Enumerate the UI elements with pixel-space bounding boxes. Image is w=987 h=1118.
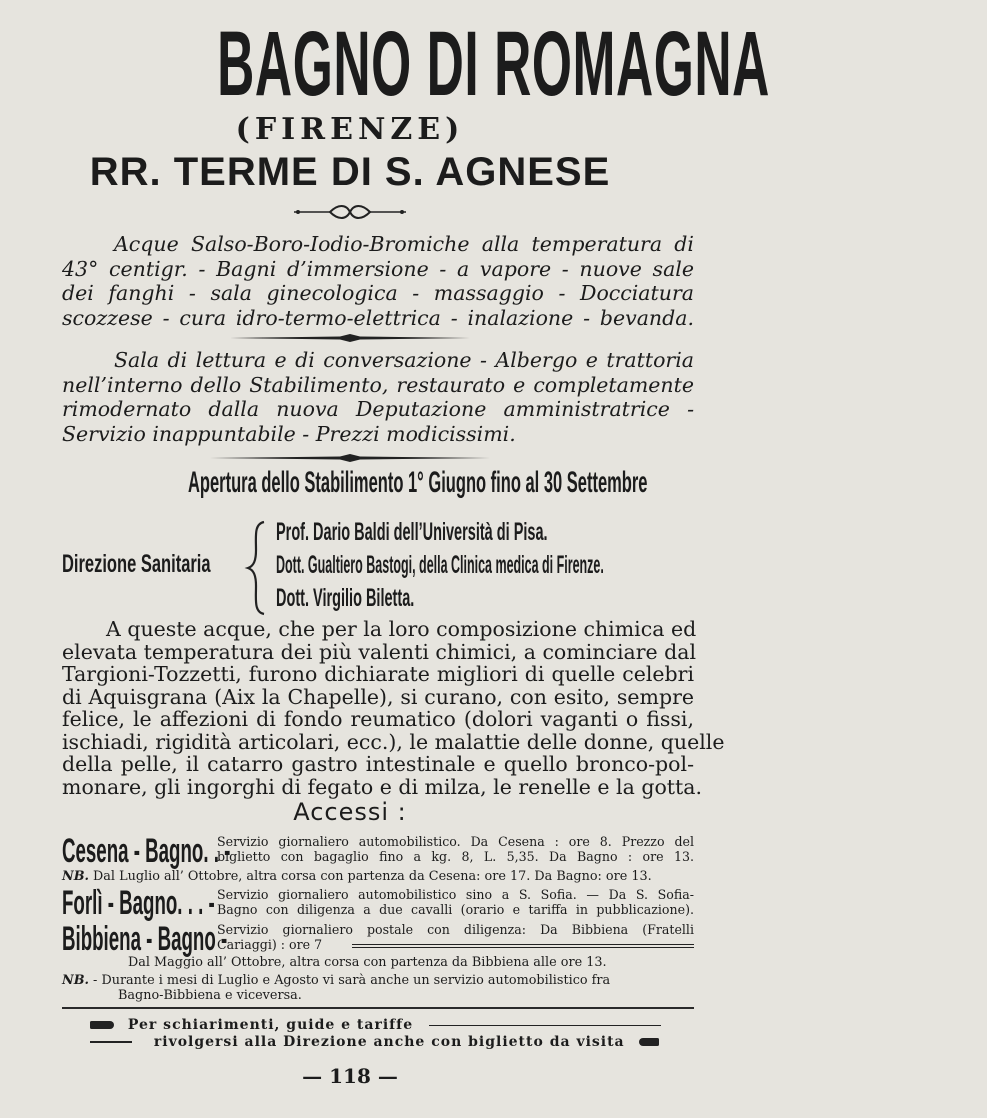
intro-line: Acque Salso-Boro-Iodio-Bromiche alla temperatura di <box>114 232 694 256</box>
intro-paragraph <box>62 232 694 330</box>
route-rule <box>352 944 694 948</box>
acque-line: della pelle, il catarro gastro intestinale e quello bronco-pol- <box>62 752 694 776</box>
sala-line: Servizio inappuntabile - Prezzi modicissimi. <box>62 421 516 446</box>
route-forli <box>62 886 694 920</box>
acque-line: di Aquisgrana (Aix la Chapelle), si curano, con esito, sempre <box>62 684 694 709</box>
sala-line: Sala di lettura e di conversazione - Albergo e trattoria <box>114 348 694 372</box>
route-name: Cesena - Bagno. . - <box>62 832 231 870</box>
apertura-heading <box>0 466 700 500</box>
nb-label: NB. <box>62 869 89 884</box>
ornament-divider-top <box>0 202 700 226</box>
subtitle: (FIRENZE) <box>235 112 465 147</box>
footer-text-2: rivolgersi alla Direzione anche con biglietto da visita <box>153 1034 625 1050</box>
footer-rule <box>90 1041 132 1043</box>
route-text: Servizio giornaliero automobilistico. Da Cesena : ore 8. Prezzo del biglietto con bagaglio fino a kg. 8, L. 5,35. Da Bagno : ore 13. <box>217 834 694 864</box>
nb-bibbiena <box>62 973 694 988</box>
main-title <box>0 13 770 115</box>
acque-line: monare, gli ingorghi di fegato e di milza, le renelle e la gotta. <box>62 774 703 799</box>
doctor-item: Dott. Virgilio Biletta. <box>276 584 415 612</box>
acque-line: Targioni-Tozzetti, furono dichiarate migliori di quelle celebri <box>62 662 694 686</box>
route-text: Servizio giornaliero postale con diligenza: Da Bibbiena (Fratelli Cariaggi) : ore 7 <box>217 922 694 952</box>
footer-line-2 <box>62 1034 694 1050</box>
sala-line: nell’interno dello Stabilimento, restaurato e completamente <box>62 372 694 397</box>
route-text: Servizio giornaliero automobilistico sino a S. Sofia. — Da S. Sofia- Bagno con diligenza a due cavalli (orario e tariffa in pubblicazione). <box>217 887 694 917</box>
ornament-divider-low <box>0 448 700 467</box>
pointing-hand-icon <box>639 1038 659 1046</box>
route-name: Bibbiena - Bagno - <box>62 920 228 958</box>
intro-line: 43° centigr. - Bagni d’immersione - a vapore - nuove sale <box>62 256 694 281</box>
footer-text-1: Per schiarimenti, guide e tariffe <box>127 1017 414 1033</box>
nb-text: - Durante i mesi di Luglio e Agosto vi sarà anche un servizio automobilistico fra <box>93 973 611 988</box>
acque-line: A queste acque, che per la loro composizione chimica ed <box>106 617 697 641</box>
sala-paragraph <box>62 348 694 446</box>
acque-line: ischiadi, rigidità articolari, ecc.), le malattie delle donne, quelle <box>62 729 725 754</box>
acque-line: elevata temperatura dei più valenti chimici, a cominciare dal <box>62 639 697 664</box>
page-number: — 118 — <box>302 1064 398 1088</box>
doctor-item: Dott. Gualtiero Bastogi, della Clinica medica di Firenze. <box>276 551 604 579</box>
footer-divider <box>62 1007 694 1009</box>
footer-line-1 <box>62 1017 694 1033</box>
accessi-heading: Accessi : <box>293 798 407 826</box>
maggio-note: Dal Maggio all’ Ottobre, altra corsa con partenza da Bibbiena alle ore 13. <box>128 955 607 970</box>
doctors-list <box>276 518 932 617</box>
nb-cesena <box>62 869 694 884</box>
acque-paragraph <box>62 617 725 799</box>
apertura-text: Apertura dello Stabilimento 1° Giugno fino al 30 Settembre <box>187 466 648 499</box>
ornament-divider-mid <box>0 328 700 347</box>
acque-line: felice, le affezioni di fondo reumatico (dolori vaganti o fissi, <box>62 707 694 731</box>
brace-icon <box>244 520 270 620</box>
route-bibbiena <box>62 922 694 956</box>
direzione-label-text: Direzione Sanitaria <box>62 550 211 578</box>
nb-label: NB. <box>62 973 89 988</box>
intro-line: scozzese - cura idro-termo-elettrica - inalazione - bevanda. <box>62 305 694 330</box>
nb-bibbiena-cont: Bagno-Bibbiena e viceversa. <box>118 988 302 1003</box>
route-name: Forlì - Bagno. . . - <box>62 884 215 922</box>
terme-title: RR. TERME DI S. AGNESE <box>89 150 611 194</box>
nb-text: Dal Luglio all’ Ottobre, altra corsa con partenza da Cesena: ore 17. Da Bagno: ore 13. <box>93 869 652 884</box>
footer-rule <box>429 1025 661 1026</box>
route-cesena <box>62 834 694 868</box>
doctor-item: Prof. Dario Baldi dell’Università di Pisa. <box>276 518 548 546</box>
sala-line: rimodernato dalla nuova Deputazione amministratrice - <box>62 397 694 421</box>
intro-line: dei fanghi - sala ginecologica - massaggio - Docciatura <box>62 281 694 305</box>
pointing-hand-icon <box>90 1021 114 1029</box>
main-title-text: BAGNO DI ROMAGNA <box>217 13 770 115</box>
